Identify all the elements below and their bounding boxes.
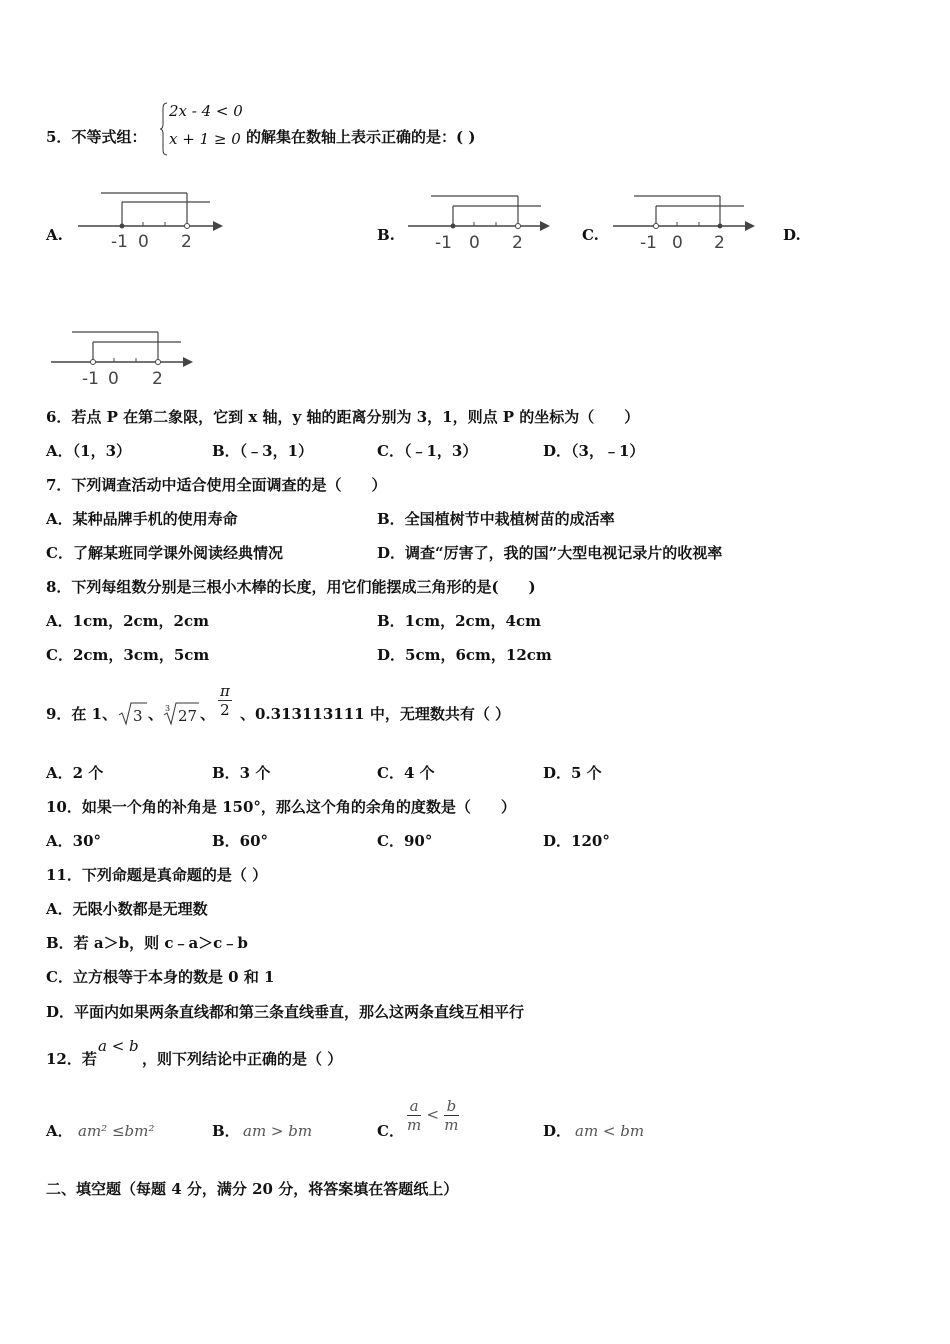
cbrt-27-radicand: 27: [178, 707, 198, 725]
q10-option-a: A．30°: [46, 832, 102, 850]
q10-option-c: C．90°: [377, 832, 433, 850]
q12-prefix: 12．若: [46, 1050, 97, 1068]
q9-option-c: C．4 个: [377, 764, 435, 782]
q6-option-c: C．（﹣1，3）: [377, 442, 478, 460]
q11-option-c: C．立方根等于本身的数是 0 和 1: [46, 968, 275, 986]
number-line-b: [405, 190, 565, 255]
q8-option-b: B．1cm，2cm，4cm: [377, 612, 542, 630]
q8-option-c: C．2cm，3cm，5cm: [46, 646, 210, 664]
q5-option-a-label: A.: [46, 226, 63, 244]
frac-a-den: m: [407, 1116, 422, 1134]
q5-option-b-label: B.: [377, 226, 395, 244]
q7-stem: 7．下列调查活动中适合使用全面调查的是（ ）: [46, 476, 387, 494]
q7-option-d: D．调查“厉害了，我的国”大型电视记录片的收视率: [377, 544, 723, 562]
q10-option-b: B．60°: [212, 832, 269, 850]
pi-numerator: π: [220, 682, 230, 700]
q12-option-a: am² ≤bm²: [78, 1122, 155, 1140]
q9-option-b: B．3 个: [212, 764, 271, 782]
q12-option-a-label: A．: [46, 1122, 73, 1140]
sqrt-3: [118, 701, 148, 727]
q6-option-a: A．（1，3）: [46, 442, 132, 460]
tick-label: -1: [640, 233, 657, 253]
q6-stem: 6．若点 P 在第二象限，它到 x 轴，y 轴的距离分别为 3，1，则点 P 的坐标为（ ）: [46, 408, 640, 426]
q12-option-b: am > bm: [243, 1122, 313, 1140]
tick-label: -1: [435, 233, 452, 253]
tick-label: 2: [512, 233, 523, 253]
q5-option-c-label: C.: [582, 226, 599, 244]
q8-option-a: A．1cm，2cm，2cm: [46, 612, 209, 630]
q6-option-d: D．（3，﹣1）: [543, 442, 645, 460]
tick-label: 2: [152, 369, 163, 389]
q9-option-d: D．5 个: [543, 764, 602, 782]
q5-line: [46, 128, 146, 146]
cbrt-27: [162, 701, 200, 727]
q12-condition: a < b: [98, 1037, 139, 1055]
q5-number: 5．: [46, 128, 72, 146]
tick-label: -1: [111, 232, 128, 252]
q7-option-b: B．全国植树节中栽植树苗的成活率: [377, 510, 615, 528]
tick-label: 2: [181, 232, 192, 252]
frac-b-den: m: [444, 1116, 459, 1134]
q11-option-a: A．无限小数都是无理数: [46, 900, 208, 918]
q12-option-c-label: C．: [377, 1122, 404, 1140]
frac-b-num: b: [444, 1097, 458, 1116]
q7-option-a: A．某种品牌手机的使用寿命: [46, 510, 238, 528]
tick-label: 0: [108, 369, 119, 389]
less-than: <: [426, 1105, 440, 1124]
q9-sep-1: 、: [148, 705, 164, 723]
q5-ineq1: 2x - 4 < 0: [169, 102, 243, 120]
q12-option-c: [407, 1097, 459, 1134]
tick-label: -1: [82, 369, 99, 389]
tick-label: 2: [714, 233, 725, 253]
q6-option-b: B．（﹣3，1）: [212, 442, 314, 460]
q11-stem: 11．下列命题是真命题的是（ ）: [46, 866, 268, 884]
q5-inequality-system: [160, 100, 250, 156]
tick-label: 0: [138, 232, 149, 252]
q5-option-d-label: D.: [783, 226, 801, 244]
q12-option-d: am < bm: [575, 1122, 645, 1140]
q5-suffix: 的解集在数轴上表示正确的是：( ): [246, 128, 476, 146]
q11-option-d: D．平面内如果两条直线都和第三条直线垂直，那么这两条直线互相平行: [46, 1003, 525, 1021]
q12-option-b-label: B．: [212, 1122, 240, 1140]
q8-option-d: D．5cm，6cm，12cm: [377, 646, 552, 664]
q10-stem: 10．如果一个角的补角是 150°，那么这个角的余角的度数是（ ）: [46, 798, 516, 816]
number-line-c: [610, 190, 770, 255]
sqrt-3-radicand: 3: [133, 707, 143, 725]
q9-suffix: 、0.313113111 中，无理数共有（ ）: [240, 705, 511, 723]
q9-prefix: 9．在 1、: [46, 705, 118, 723]
q9-stem: [46, 705, 117, 723]
svg-text:3: 3: [165, 704, 171, 713]
q12-suffix: ，则下列结论中正确的是（ ）: [142, 1050, 343, 1068]
q11-option-b: B．若 a＞b，则 c﹣a＞c﹣b: [46, 934, 248, 952]
q9-option-a: A．2 个: [46, 764, 104, 782]
q5-prefix: 不等式组：: [71, 128, 147, 146]
tick-label: 0: [672, 233, 683, 253]
section-2-heading: 二、填空题（每题 4 分，满分 20 分，将答案填在答题纸上）: [46, 1180, 459, 1198]
q9-pi-fraction: [218, 682, 232, 719]
q7-option-c: C．了解某班同学课外阅读经典情况: [46, 544, 283, 562]
q10-option-d: D．120°: [543, 832, 610, 850]
pi-denominator: 2: [220, 701, 230, 719]
number-line-d: [48, 326, 208, 391]
q5-ineq2: x + 1 ≥ 0: [169, 130, 241, 148]
frac-a-num: a: [407, 1097, 421, 1116]
brace-icon: [160, 102, 168, 156]
tick-label: 0: [469, 233, 480, 253]
q8-stem: 8．下列每组数分别是三根小木棒的长度，用它们能摆成三角形的是( ): [46, 578, 536, 596]
q12-option-d-label: D．: [543, 1122, 572, 1140]
q9-sep-2: 、: [200, 705, 216, 723]
number-line-a: [75, 188, 235, 253]
